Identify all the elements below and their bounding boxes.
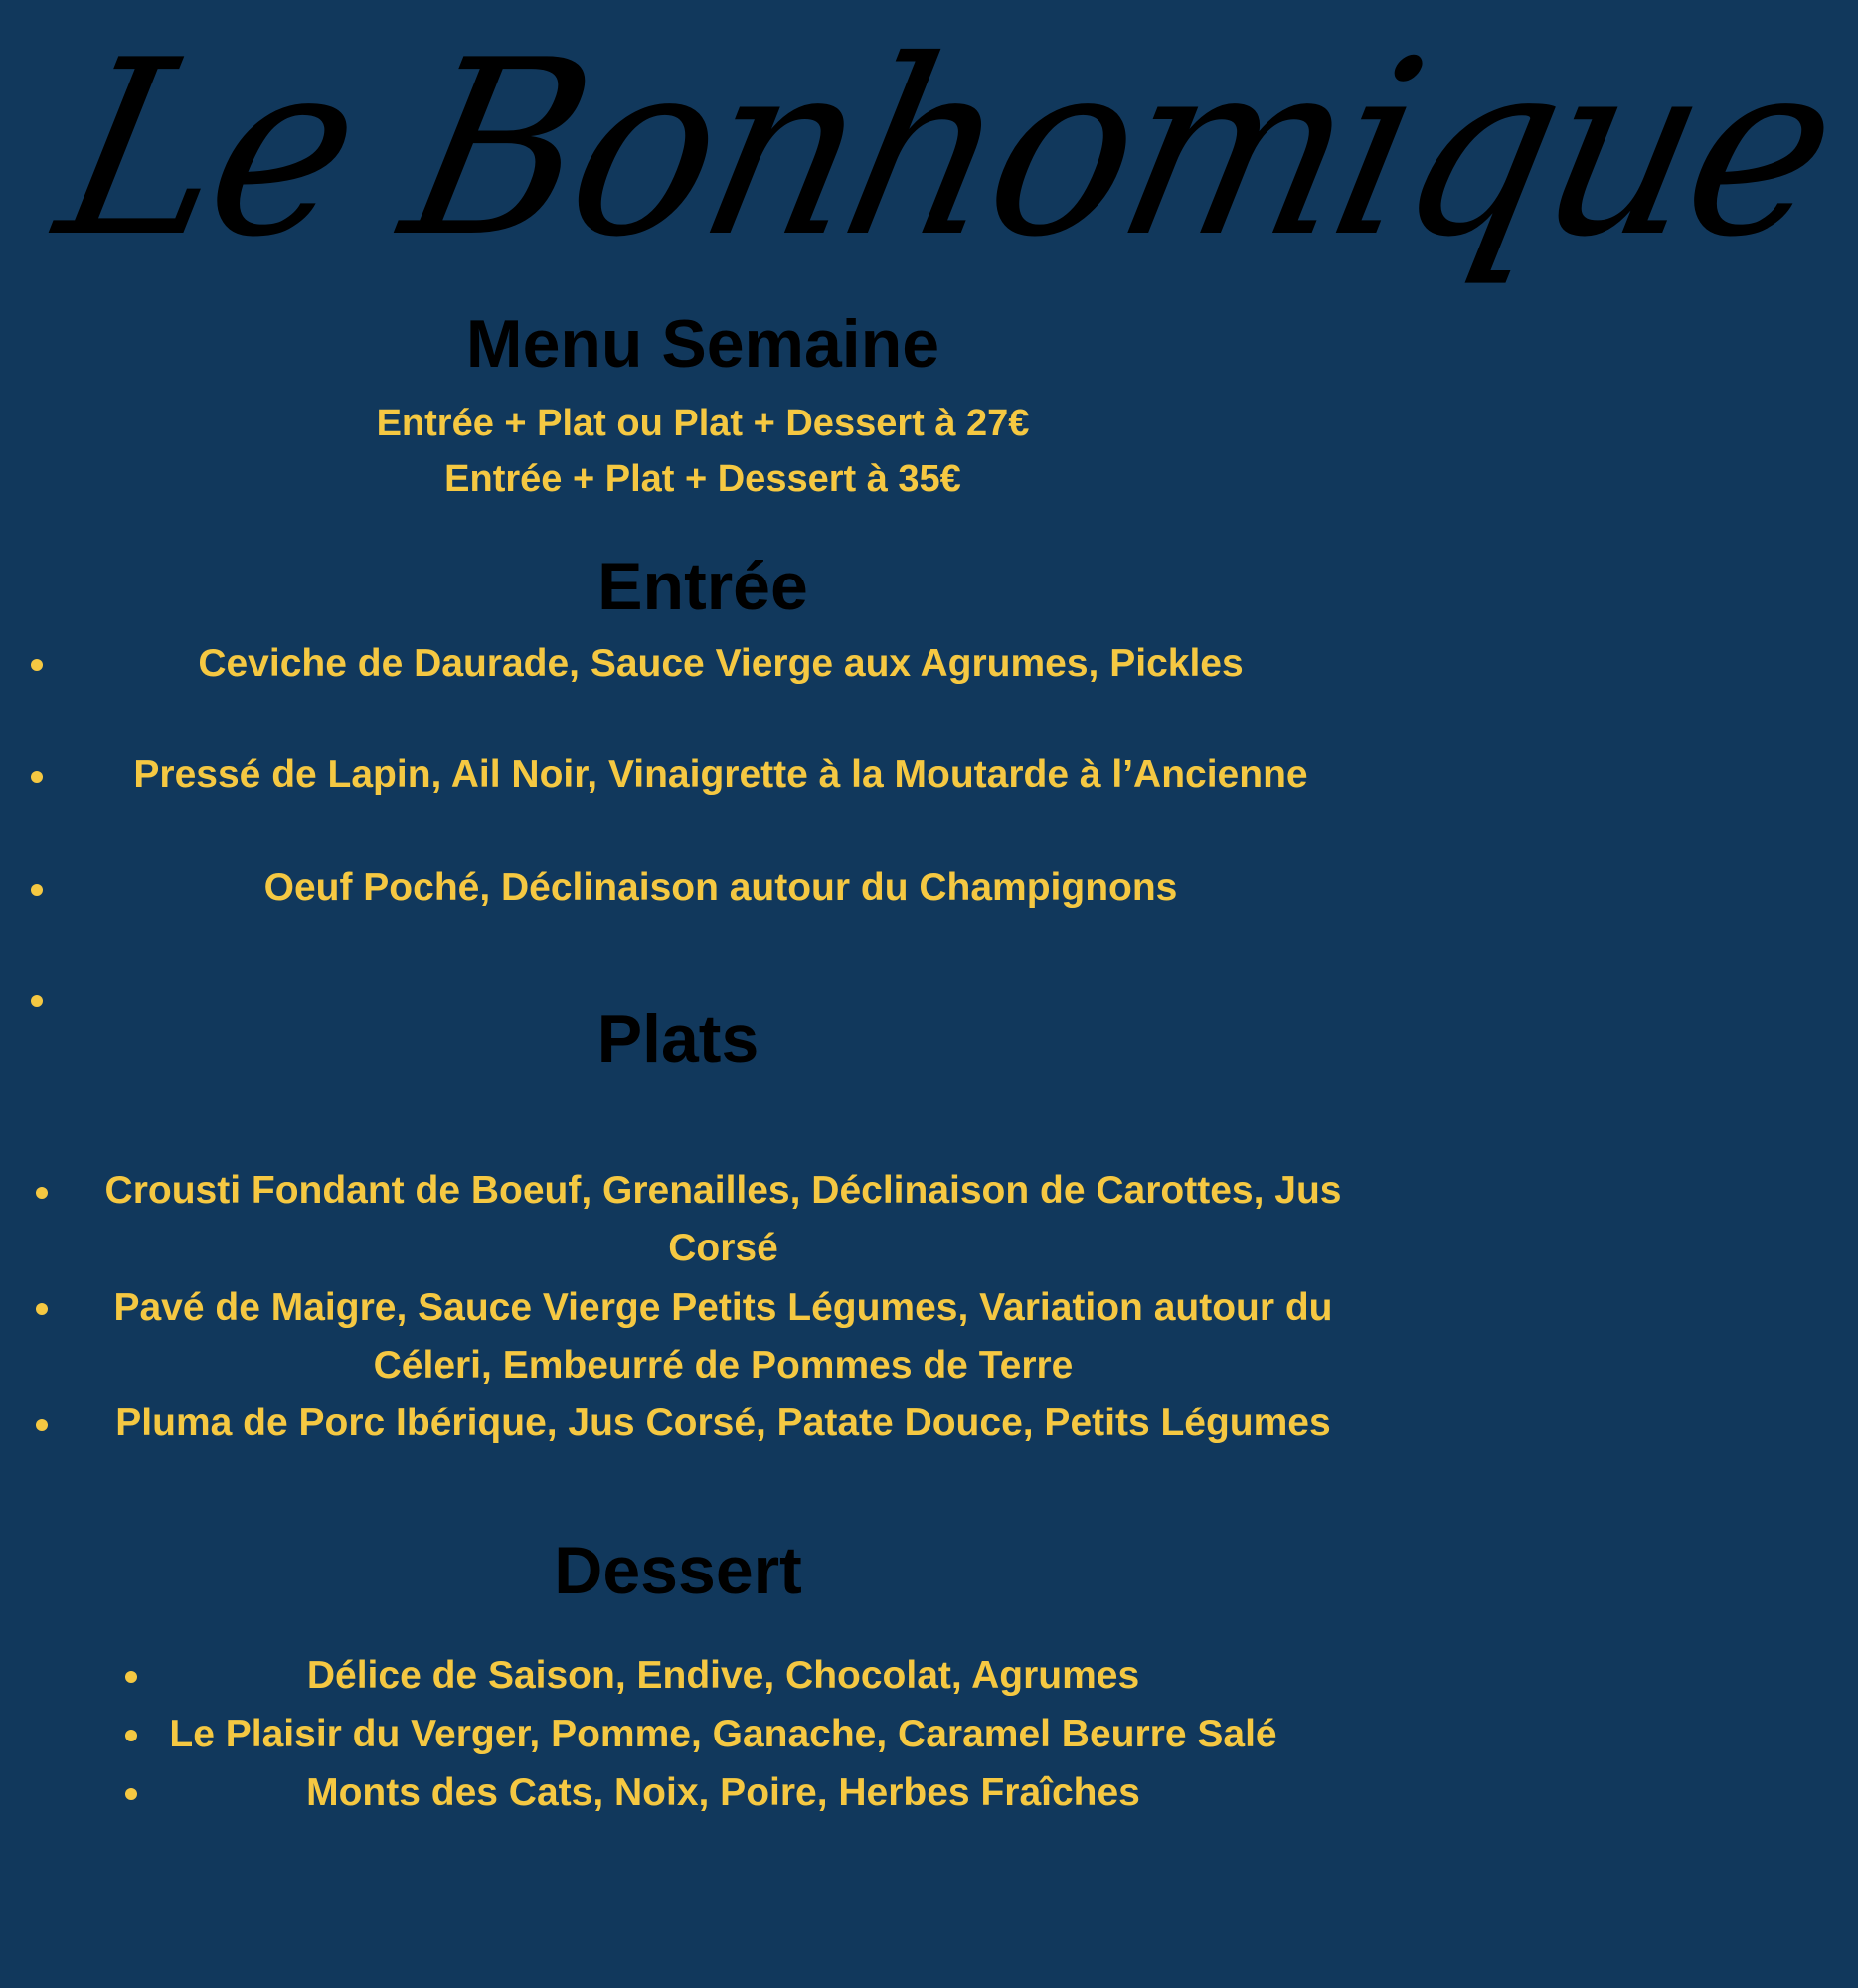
list-item: Délice de Saison, Endive, Chocolat, Agrumes: [306, 1654, 1140, 1697]
bullet: [31, 771, 43, 783]
bullet: [125, 1788, 137, 1800]
price-line-2: Entrée + Plat + Dessert à 35€: [444, 458, 961, 500]
list-item: Oeuf Poché, Déclinaison autour du Champignons: [263, 866, 1178, 909]
list-item: Pavé de Maigre, Sauce Vierge Petits Légumes, Variation autour du Céleri, Embeurré de Pommes de Terre: [113, 1286, 1333, 1387]
section-title-dessert: Dessert: [554, 1533, 802, 1608]
list-item: Ceviche de Daurade, Sauce Vierge aux Agrumes, Pickles: [198, 642, 1244, 685]
restaurant-name: Le Bonhomique: [39, 8, 1855, 290]
bullet: [36, 1187, 48, 1199]
list-item: Pluma de Porc Ibérique, Jus Corsé, Patate Douce, Petits Légumes: [115, 1402, 1331, 1444]
section-title-entree: Entrée: [597, 549, 808, 624]
bullet: [36, 1303, 48, 1315]
list-item: Le Plaisir du Verger, Pomme, Ganache, Caramel Beurre Salé: [169, 1713, 1277, 1755]
bullet: [36, 1419, 48, 1431]
bullet: [125, 1671, 137, 1683]
bullet: [31, 659, 43, 671]
bullet: [31, 884, 43, 896]
price-line-1: Entrée + Plat ou Plat + Dessert à 27€: [376, 403, 1030, 444]
list-item: Crousti Fondant de Boeuf, Grenailles, Déclinaison de Carottes, Jus Corsé: [104, 1169, 1342, 1269]
restaurant-logo: [39, 0, 1855, 308]
list-item: Pressé de Lapin, Ail Noir, Vinaigrette à la Moutarde à l’Ancienne: [133, 753, 1308, 796]
section-title-plats: Plats: [596, 1001, 760, 1077]
list-item: Monts des Cats, Noix, Poire, Herbes Fraîches: [306, 1771, 1140, 1814]
bullet: [125, 1730, 137, 1741]
menu-title: Menu Semaine: [465, 306, 940, 382]
